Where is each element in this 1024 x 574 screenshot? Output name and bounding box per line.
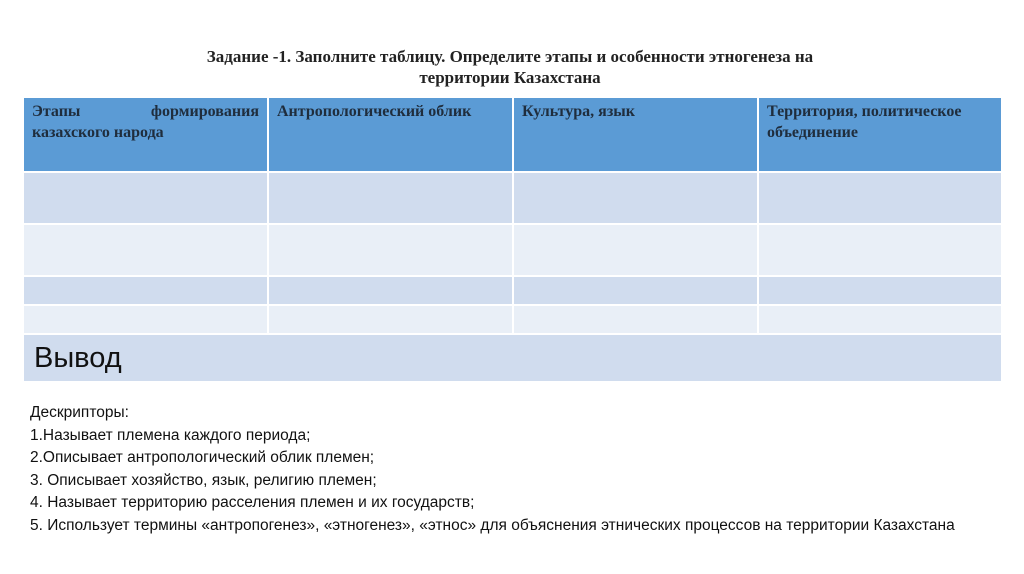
conclusion-row [23, 334, 1002, 382]
table-row [23, 172, 1002, 224]
table-header-row [23, 97, 1002, 172]
table-cell[interactable] [758, 224, 1002, 276]
header-stages: Этапы формирования казахского народа [23, 97, 268, 172]
task-title-line-2: территории Казахстана [419, 68, 601, 87]
descriptors-block [30, 402, 1000, 537]
header-territory: Территория, политическое объединение [758, 97, 1002, 172]
table-cell[interactable] [23, 276, 268, 305]
header-culture-language: Культура, язык [513, 97, 758, 172]
table-row [23, 276, 1002, 305]
table-cell[interactable] [758, 172, 1002, 224]
ethnogenesis-table [22, 96, 1003, 383]
table-cell[interactable] [268, 276, 513, 305]
descriptor-item: 1.Называет племена каждого периода; [30, 426, 311, 444]
table-cell[interactable] [268, 172, 513, 224]
table-cell[interactable] [758, 276, 1002, 305]
table-cell[interactable] [23, 224, 268, 276]
descriptor-item: 4. Называет территорию расселения племен и их государств; [30, 494, 475, 511]
table-row [23, 305, 1002, 334]
task-title-line-1: Задание -1. Заполните таблицу. Определите этапы и особенности этногенеза на [206, 47, 814, 66]
task-title [100, 46, 920, 88]
header-anthropological: Антропологический облик [268, 97, 513, 172]
descriptor-item: 2.Описывает антропологический облик племен; [30, 449, 375, 466]
descriptor-item: 3. Описывает хозяйство, язык, религию племен; [30, 471, 377, 489]
conclusion-cell[interactable]: Вывод [23, 334, 1002, 382]
table-row [23, 224, 1002, 276]
table-cell[interactable] [23, 172, 268, 224]
table-cell[interactable] [23, 305, 268, 334]
descriptors-heading: Дескрипторы: [30, 404, 129, 421]
table-cell[interactable] [758, 305, 1002, 334]
table-cell[interactable] [513, 276, 758, 305]
table-cell[interactable] [268, 305, 513, 334]
table-cell[interactable] [513, 305, 758, 334]
descriptor-item: 5. Использует термины «антропогенез», «этногенез», «этнос» для объяснения этнических процессов на территории Казахстана [30, 516, 955, 534]
table-cell[interactable] [513, 172, 758, 224]
table-cell[interactable] [268, 224, 513, 276]
table-cell[interactable] [513, 224, 758, 276]
